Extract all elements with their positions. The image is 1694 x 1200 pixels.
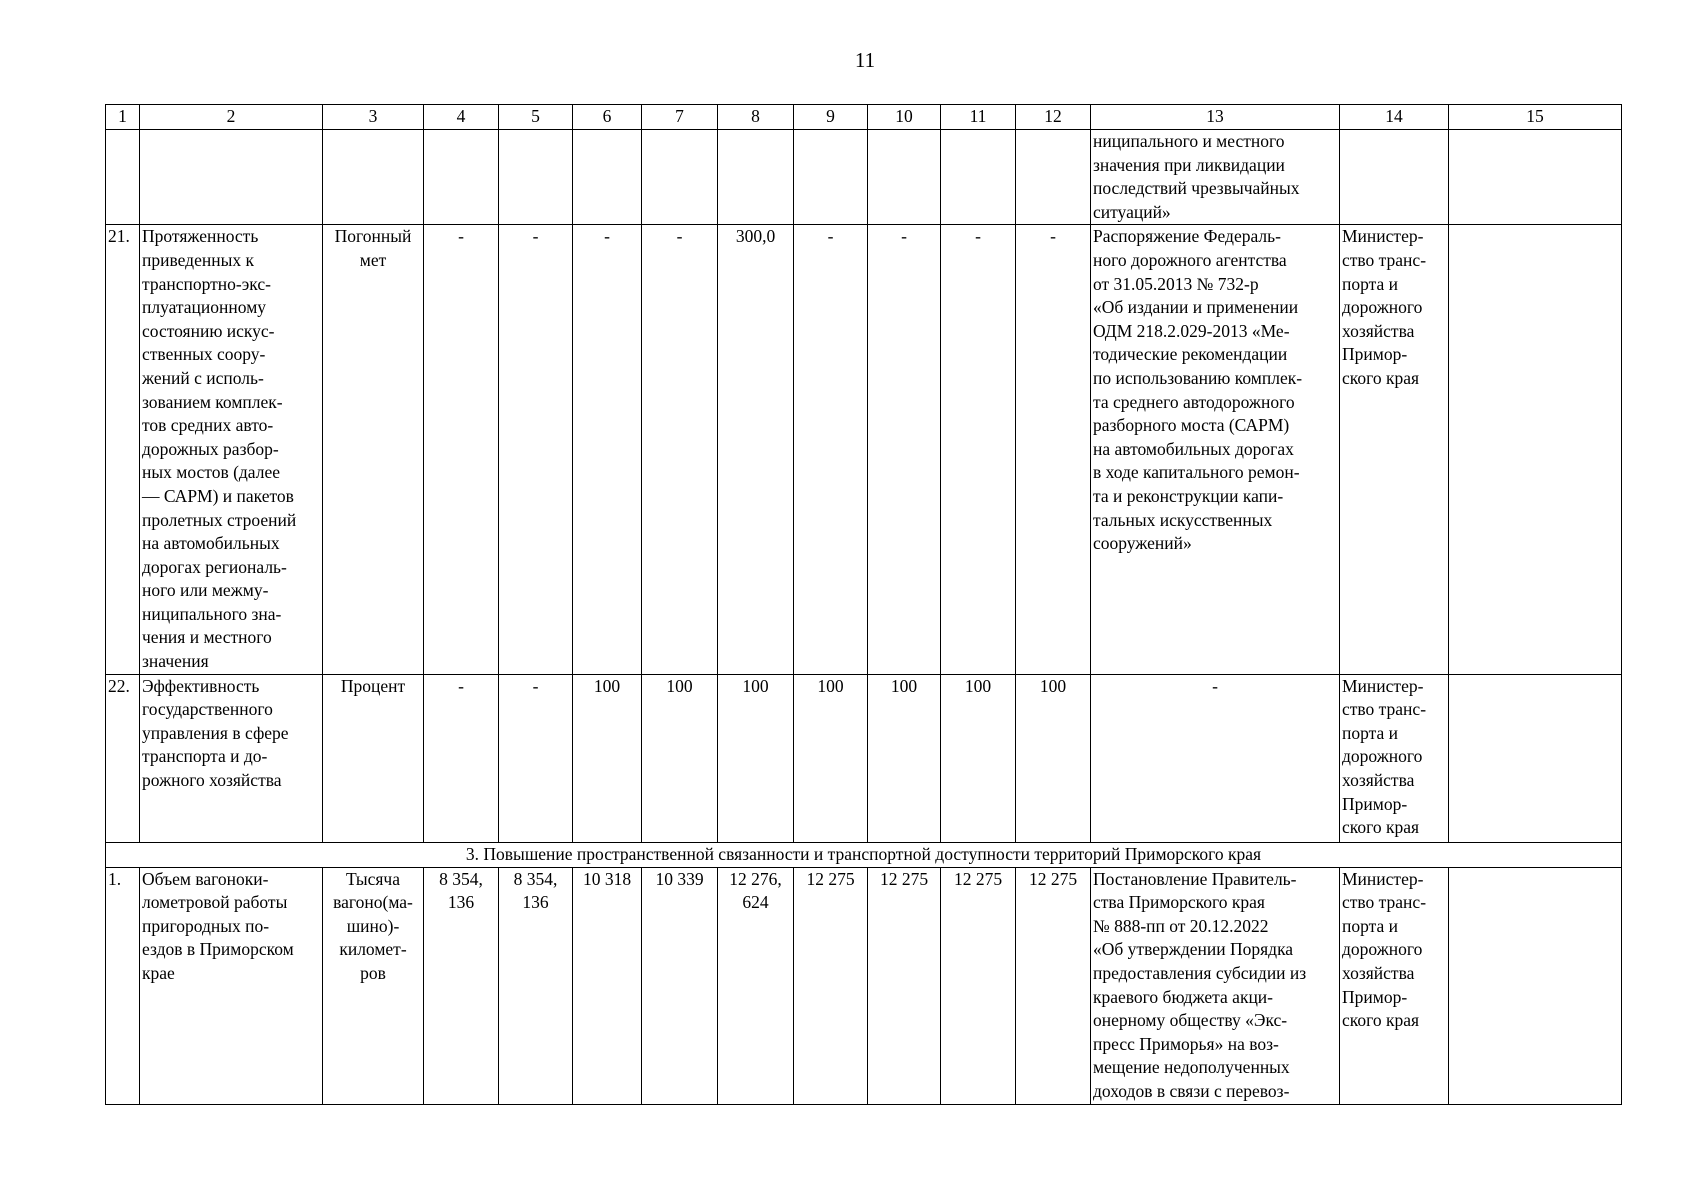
unit-cell: Тысяча вагоно(ма- шино)- километ- ров: [323, 867, 424, 1104]
header-cell: 5: [499, 105, 573, 130]
header-cell: 14: [1340, 105, 1449, 130]
responsible-cell: Министер- ство транс- порта и дорожного хозяйства Примор- ского края: [1340, 867, 1449, 1104]
value-cell: 12 275: [1016, 867, 1091, 1104]
note-cell: [1449, 867, 1622, 1104]
value-cell: 12 276, 624: [718, 867, 794, 1104]
table-row: [106, 867, 1622, 1104]
value-cell: -: [499, 674, 573, 842]
legal-basis-cell: Постановление Правитель- ства Приморского края № 888-пп от 20.12.2022 «Об утверждении Порядка предоставления субсидии из краевого бюджета акци- онерному обществу «Экс- пресс Приморья» на воз- мещение недополученных доходов в связи с перевоз-: [1091, 867, 1340, 1104]
value-cell: 12 275: [868, 867, 941, 1104]
row-number: 21.: [106, 225, 140, 674]
value-cell: -: [868, 225, 941, 674]
header-cell: 10: [868, 105, 941, 130]
table-row: [106, 674, 1622, 842]
value-cell: -: [941, 225, 1016, 674]
value-cell: 12 275: [794, 867, 868, 1104]
note-cell: [1449, 225, 1622, 674]
value-cell: -: [424, 225, 499, 674]
unit-cell: Погонный мет: [323, 225, 424, 674]
page-number: 11: [854, 48, 876, 72]
value-cell: -: [794, 225, 868, 674]
value-cell: 100: [642, 674, 718, 842]
unit-cell: Процент: [323, 674, 424, 842]
legal-basis-cell: -: [1091, 674, 1340, 842]
row-number: 22.: [106, 674, 140, 842]
header-cell: 15: [1449, 105, 1622, 130]
indicator-name: Эффективность государственного управления в сфере транспорта и до- рожного хозяйства: [140, 674, 323, 842]
value-cell: 100: [868, 674, 941, 842]
value-cell: 8 354, 136: [424, 867, 499, 1104]
value-cell: -: [424, 674, 499, 842]
table-row: [106, 225, 1622, 674]
responsible-cell: Министер- ство транс- порта и дорожного хозяйства Примор- ского края: [1340, 674, 1449, 842]
continuation-row: [106, 130, 1622, 225]
row-number: 1.: [106, 867, 140, 1104]
legal-basis-cell: ниципального и местного значения при ликвидации последствий чрезвычайных ситуаций»: [1091, 130, 1340, 225]
value-cell: 12 275: [941, 867, 1016, 1104]
indicator-name: Объем вагоноки- лометровой работы пригородных по- ездов в Приморском крае: [140, 867, 323, 1104]
column-number-header-row: [106, 105, 1622, 130]
note-cell: [1449, 674, 1622, 842]
header-cell: 4: [424, 105, 499, 130]
header-cell: 9: [794, 105, 868, 130]
value-cell: -: [499, 225, 573, 674]
value-cell: 10 318: [573, 867, 642, 1104]
value-cell: 100: [794, 674, 868, 842]
value-cell: 100: [941, 674, 1016, 842]
header-cell: 11: [941, 105, 1016, 130]
legal-basis-cell: Распоряжение Федераль- ного дорожного агентства от 31.05.2013 № 732-р «Об издании и применении ОДМ 218.2.029-2013 «Ме- тодические рекомендации по использованию комплек- та среднего автодорожного разборного моста (САРМ) на автомобильных дорогах в ходе капитального ремон- та и реконструкции капи- тальных искусственных сооружений»: [1091, 225, 1340, 674]
value-cell: 10 339: [642, 867, 718, 1104]
value-cell: -: [573, 225, 642, 674]
value-cell: 300,0: [718, 225, 794, 674]
value-cell: 100: [1016, 674, 1091, 842]
value-cell: 8 354, 136: [499, 867, 573, 1104]
section-title: 3. Повышение пространственной связанности и транспортной доступности территорий Приморского края: [106, 842, 1622, 867]
header-cell: 13: [1091, 105, 1340, 130]
header-cell: 2: [140, 105, 323, 130]
header-cell: 6: [573, 105, 642, 130]
responsible-cell: Министер- ство транс- порта и дорожного хозяйства Примор- ского края: [1340, 225, 1449, 674]
value-cell: 100: [718, 674, 794, 842]
value-cell: -: [1016, 225, 1091, 674]
indicators-table: [105, 104, 1622, 1105]
section-heading-row: [106, 842, 1622, 867]
header-cell: 12: [1016, 105, 1091, 130]
header-cell: 7: [642, 105, 718, 130]
header-cell: 8: [718, 105, 794, 130]
header-cell: 3: [323, 105, 424, 130]
header-cell: 1: [106, 105, 140, 130]
value-cell: 100: [573, 674, 642, 842]
value-cell: -: [642, 225, 718, 674]
indicator-name: Протяженность приведенных к транспортно-экс- плуатационному состоянию искус- ственных соору- жений с исполь- зованием комплек- тов средних авто- дорожных разбор- ных мостов (далее — САРМ) и пакетов пролетных строений на автомобильных дорогах региональ- ного или межму- ниципального зна- чения и местного значения: [140, 225, 323, 674]
